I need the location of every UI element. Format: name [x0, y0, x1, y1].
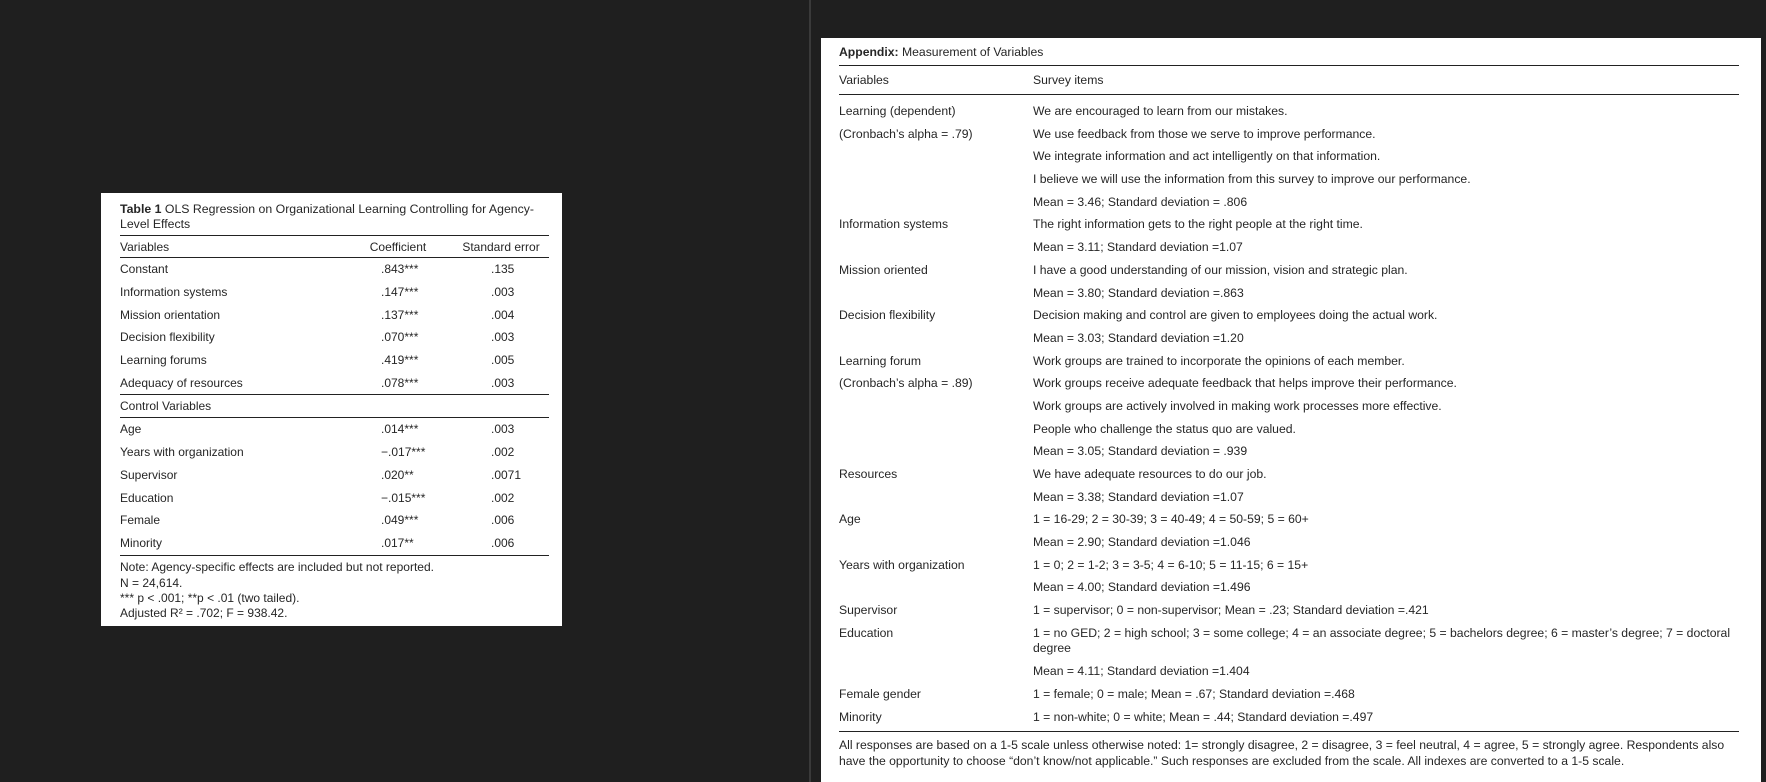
standard-error-cell: .003 — [491, 422, 515, 437]
survey-item-cell: We integrate information and act intelligently on that information. — [1033, 149, 1381, 164]
survey-item-cell: We use feedback from those we serve to improve performance. — [1033, 126, 1376, 141]
variable-cell: Decision flexibility — [120, 330, 215, 345]
table-row — [839, 124, 1739, 147]
table-1-main-rows — [120, 258, 549, 394]
table-row — [839, 532, 1739, 555]
survey-item-cell: Mean = 2.90; Standard deviation =1.046 — [1033, 535, 1251, 550]
header-coefficient: Coefficient — [369, 239, 427, 254]
table-row — [839, 555, 1739, 578]
table-row — [839, 419, 1739, 442]
variable-cell: Adequacy of resources — [120, 375, 243, 390]
table-row — [839, 577, 1739, 600]
note-line: N = 24,614. — [120, 575, 183, 590]
coefficient-cell: .014*** — [381, 422, 419, 437]
table-row — [839, 623, 1739, 662]
variable-cell: Information systems — [120, 285, 228, 300]
variable-cell: Age — [120, 422, 142, 437]
standard-error-cell: .004 — [491, 307, 515, 322]
table-row — [120, 509, 549, 532]
variable-cell: Education — [839, 625, 894, 640]
survey-item-cell: Work groups are trained to incorporate the opinions of each member. — [1033, 353, 1405, 368]
survey-item-cell: Mean = 4.11; Standard deviation =1.404 — [1033, 664, 1250, 679]
appendix-caption — [839, 45, 1739, 60]
coefficient-cell: .070*** — [381, 330, 419, 345]
survey-item-cell: Work groups receive adequate feedback that helps improve their performance. — [1033, 376, 1457, 391]
survey-item-cell: Mean = 3.46; Standard deviation = .806 — [1033, 194, 1248, 209]
survey-item-cell: Work groups are actively involved in making work processes more effective. — [1033, 398, 1442, 413]
survey-item-cell: Mean = 3.05; Standard deviation = .939 — [1033, 444, 1248, 459]
table-row — [839, 661, 1739, 684]
variable-cell: (Cronbach’s alpha = .79) — [839, 126, 973, 141]
table-row — [839, 509, 1739, 532]
table-row — [839, 396, 1739, 419]
table-row — [120, 303, 549, 326]
variable-cell: Minority — [839, 709, 882, 724]
table-row — [839, 305, 1739, 328]
table-row — [120, 532, 549, 555]
variable-cell: Years with organization — [839, 557, 965, 572]
table-row — [120, 326, 549, 349]
table-row — [839, 283, 1739, 306]
variable-cell: Information systems — [839, 217, 949, 232]
survey-item-cell: 1 = non-white; 0 = white; Mean = .44; Standard deviation =.497 — [1033, 709, 1374, 724]
survey-item-cell: We are encouraged to learn from our mistakes. — [1033, 104, 1288, 118]
coefficient-cell: .419*** — [381, 353, 419, 368]
table-row — [839, 214, 1739, 237]
survey-item-cell: 1 = no GED; 2 = high school; 3 = some college; 4 = an associate degree; 5 = bachelors degree; 6 = master’s degree; 7 = doctoral degree — [1033, 625, 1731, 655]
variable-cell: Decision flexibility — [839, 308, 936, 323]
table-row — [839, 351, 1739, 374]
standard-error-cell: .002 — [491, 445, 515, 460]
coefficient-cell: .020** — [381, 467, 414, 482]
survey-item-cell: Mean = 3.38; Standard deviation =1.07 — [1033, 489, 1244, 504]
standard-error-cell: .006 — [491, 535, 515, 550]
variable-cell: Minority — [120, 535, 163, 550]
variable-cell: Years with organization — [120, 445, 244, 460]
table-row — [120, 441, 549, 464]
table-row — [839, 487, 1739, 510]
header-variables: Variables — [120, 239, 170, 254]
table-1-notes — [120, 556, 549, 621]
table-1-label: Table 1 — [120, 202, 162, 216]
variable-cell: Female gender — [839, 687, 921, 701]
variable-cell: Constant — [120, 262, 169, 277]
table-row — [839, 441, 1739, 464]
table-row — [120, 281, 549, 304]
survey-item-cell: Mean = 3.80; Standard deviation =.863 — [1033, 285, 1244, 300]
variable-cell: Resources — [839, 467, 898, 481]
survey-item-cell: The right information gets to the right people at the right time. — [1033, 217, 1363, 232]
note-line: *** p < .001; **p < .01 (two tailed). — [120, 590, 300, 605]
coefficient-cell: .078*** — [381, 375, 419, 390]
appendix-rows — [839, 95, 1739, 729]
variable-cell: Supervisor — [120, 467, 178, 482]
coefficient-cell: .017** — [381, 535, 414, 550]
coefficient-cell: −.017*** — [381, 445, 426, 460]
survey-item-cell: I have a good understanding of our mission, vision and strategic plan. — [1033, 262, 1408, 277]
standard-error-cell: .003 — [491, 285, 515, 300]
appendix-header-row — [839, 66, 1739, 95]
coefficient-cell: .147*** — [381, 285, 419, 300]
standard-error-cell: .0071 — [491, 467, 522, 482]
survey-item-cell: Mean = 3.11; Standard deviation =1.07 — [1033, 240, 1243, 255]
table-row — [839, 260, 1739, 283]
table-1-header-row — [120, 236, 549, 258]
table-row — [839, 373, 1739, 396]
table-row — [839, 684, 1739, 707]
survey-item-cell: We have adequate resources to do our job. — [1033, 467, 1267, 481]
table-row — [839, 192, 1739, 215]
header-variables: Variables — [839, 73, 889, 87]
survey-item-cell: Decision making and control are given to employees doing the actual work. — [1033, 308, 1438, 323]
variable-cell: Age — [839, 512, 861, 527]
table-row — [839, 146, 1739, 169]
coefficient-cell: .049*** — [381, 513, 419, 528]
header-standard-error: Standard error — [462, 239, 540, 254]
appendix-page — [821, 38, 1761, 782]
table-row — [839, 328, 1739, 351]
appendix-label: Appendix: — [839, 45, 899, 59]
variable-cell: Learning forum — [839, 353, 921, 368]
table-row — [839, 237, 1739, 260]
survey-item-cell: 1 = female; 0 = male; Mean = .67; Standard deviation =.468 — [1033, 687, 1355, 701]
table-row — [839, 707, 1739, 730]
variable-cell: (Cronbach’s alpha = .89) — [839, 376, 973, 391]
appendix-title: Measurement of Variables — [901, 45, 1044, 59]
appendix-note: All responses are based on a 1-5 scale unless otherwise noted: 1= strongly disagree, 2 = disagree, 3 = feel neutral, 4 = agree, 5 = strongly agree. Respondents also have the opportunity to choose “don’t know/not applicable.” Such responses are excluded from the scale. All indexes are converted to a 1-5 scale. — [839, 738, 1725, 769]
table-row — [120, 486, 549, 509]
survey-item-cell: 1 = 0; 2 = 1-2; 3 = 3-5; 4 = 6-10; 5 = 11-15; 6 = 15+ — [1033, 557, 1309, 572]
table-row — [120, 258, 549, 281]
table-1-page — [101, 193, 562, 626]
table-row — [839, 600, 1739, 623]
table-row — [839, 101, 1739, 124]
table-1-caption — [120, 202, 549, 232]
standard-error-cell: .135 — [491, 262, 515, 277]
table-row — [120, 371, 549, 394]
standard-error-cell: .003 — [491, 375, 515, 390]
variable-cell: Female — [120, 513, 161, 528]
variable-cell: Mission oriented — [839, 262, 928, 277]
survey-item-cell: 1 = 16-29; 2 = 30-39; 3 = 40-49; 4 = 50-59; 5 = 60+ — [1033, 512, 1309, 527]
standard-error-cell: .006 — [491, 513, 515, 528]
coefficient-cell: .843*** — [381, 262, 419, 277]
variable-cell: Learning (dependent) — [839, 104, 956, 118]
table-1-title: OLS Regression on Organizational Learning Controlling for Agency-Level Effects — [120, 202, 535, 231]
header-survey-items: Survey items — [1033, 73, 1104, 87]
survey-item-cell: Mean = 4.00; Standard deviation =1.496 — [1033, 580, 1251, 595]
standard-error-cell: .002 — [491, 490, 515, 505]
table-row — [839, 169, 1739, 192]
survey-item-cell: People who challenge the status quo are valued. — [1033, 421, 1296, 436]
survey-item-cell: I believe we will use the information from this survey to improve our performance. — [1033, 172, 1471, 187]
variable-cell: Education — [120, 490, 174, 505]
variable-cell: Supervisor — [839, 603, 898, 618]
survey-item-cell: 1 = supervisor; 0 = non-supervisor; Mean = .23; Standard deviation =.421 — [1033, 603, 1429, 618]
coefficient-cell: −.015*** — [381, 490, 426, 505]
table-1-control-rows — [120, 418, 549, 554]
note-line: Adjusted R² = .702; F = 938.42. — [120, 606, 288, 621]
survey-item-cell: Mean = 3.03; Standard deviation =1.20 — [1033, 330, 1244, 345]
table-row — [839, 464, 1739, 487]
coefficient-cell: .137*** — [381, 307, 419, 322]
table-row — [120, 418, 549, 441]
variable-cell: Mission orientation — [120, 307, 221, 322]
section-control-variables: Control Variables — [120, 399, 212, 414]
standard-error-cell: .005 — [491, 353, 515, 368]
table-row — [120, 349, 549, 372]
variable-cell: Learning forums — [120, 353, 207, 368]
table-1-section-row — [120, 394, 549, 418]
table-row — [120, 464, 549, 487]
note-line: Note: Agency-specific effects are included but not reported. — [120, 560, 434, 575]
standard-error-cell: .003 — [491, 330, 515, 345]
